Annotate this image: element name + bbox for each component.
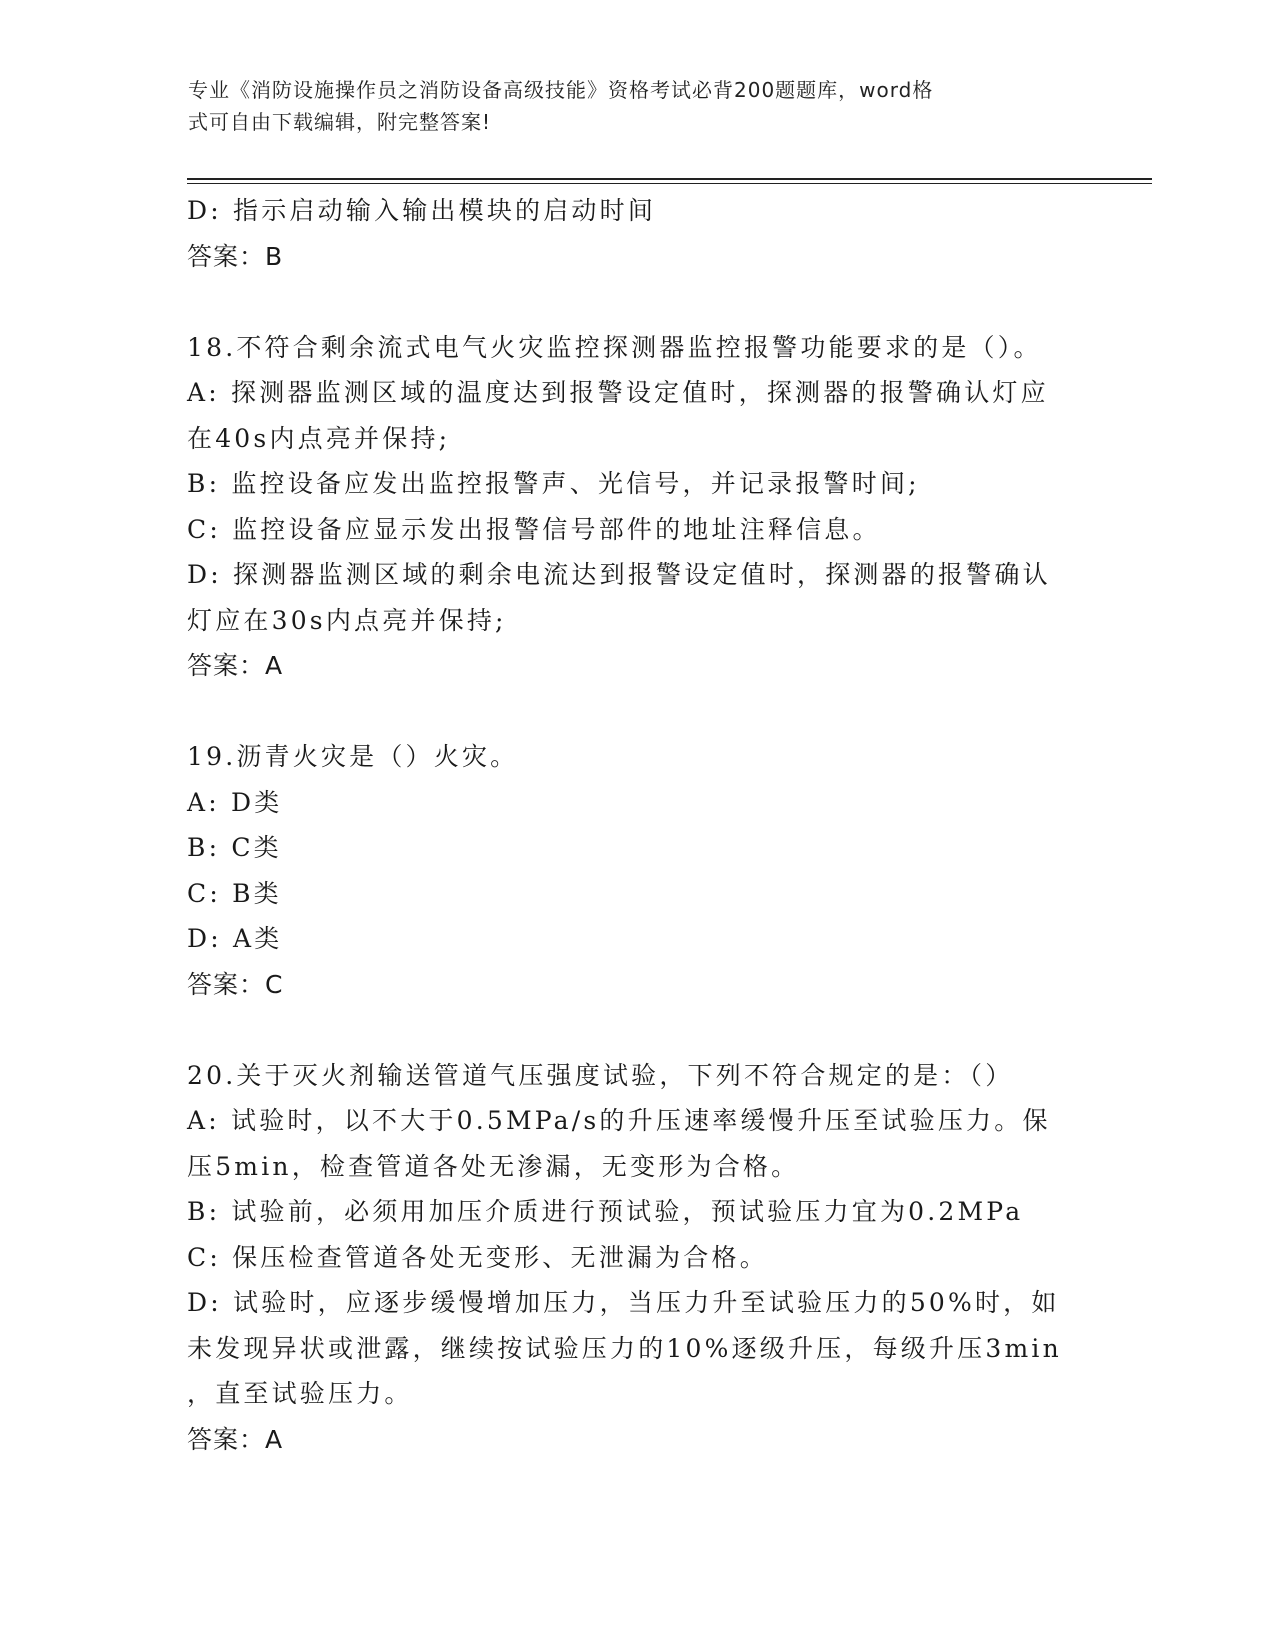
q19-answer: 答案：C bbox=[187, 969, 284, 999]
spacer bbox=[187, 689, 1087, 735]
q18-answer: 答案：A bbox=[187, 651, 284, 680]
q20-option-d-line2: 未发现异状或泄露，继续按试验压力的10%逐级升压，每级升压3min bbox=[187, 1333, 1062, 1363]
q18-option-a-line1: A: 探测器监测区域的温度达到报警设定值时，探测器的报警确认灯应 bbox=[187, 378, 1049, 407]
question-list bbox=[187, 188, 1087, 1462]
q19-option-b: B: C类 bbox=[187, 833, 282, 862]
q20-answer: 答案：A bbox=[187, 1424, 284, 1454]
q20-option-c: C: 保压检查管道各处无变形、无泄漏为合格。 bbox=[187, 1242, 768, 1272]
q18-option-b: B: 监控设备应发出监控报警声、光信号，并记录报警时间; bbox=[187, 469, 920, 498]
header-divider-thin bbox=[187, 183, 1152, 184]
q20-option-d-line3: ，直至试验压力。 bbox=[187, 1379, 413, 1408]
prev-option-d: D: 指示启动输入输出模块的启动时间 bbox=[187, 196, 657, 225]
prev-answer: 答案：B bbox=[187, 241, 284, 271]
header-divider-thick bbox=[187, 178, 1152, 180]
document-header bbox=[188, 74, 1068, 138]
spacer bbox=[187, 1007, 1087, 1053]
q20-option-b: B: 试验前，必须用加压介质进行预试验，预试验压力宜为0.2MPa bbox=[187, 1197, 1024, 1226]
q18-option-d-line2: 灯应在30s内点亮并保持; bbox=[187, 605, 507, 635]
q18-option-a-line2: 在40s内点亮并保持; bbox=[187, 423, 451, 453]
q20-option-a-line2: 压5min，检查管道各处无渗漏，无变形为合格。 bbox=[187, 1151, 800, 1181]
q19-option-c: C: B类 bbox=[187, 878, 282, 908]
header-line-1: 专业《消防设施操作员之消防设备高级技能》资格考试必背200题题库，word格 bbox=[188, 78, 934, 102]
q18-option-c: C: 监控设备应显示发出报警信号部件的地址注释信息。 bbox=[187, 514, 881, 544]
q20-question: 20.关于灭火剂输送管道气压强度试验，下列不符合规定的是：（） bbox=[187, 1060, 1014, 1090]
q19-question: 19.沥青火灾是（）火灾。 bbox=[187, 742, 519, 771]
q19-option-d: D: A类 bbox=[187, 924, 283, 953]
q20-option-d-line1: D: 试验时，应逐步缓慢增加压力，当压力升至试验压力的50%时，如 bbox=[187, 1288, 1060, 1317]
q18-question: 18.不符合剩余流式电气火灾监控探测器监控报警功能要求的是（）。 bbox=[187, 332, 1042, 362]
q18-option-d-line1: D: 探测器监测区域的剩余电流达到报警设定值时，探测器的报警确认 bbox=[187, 560, 1051, 589]
q19-option-a: A: D类 bbox=[187, 787, 283, 817]
spacer bbox=[187, 279, 1087, 325]
header-line-2: 式可自由下载编辑，附完整答案! bbox=[188, 110, 492, 134]
q20-option-a-line1: A: 试验时，以不大于0.5MPa/s的升压速率缓慢升压至试验压力。保 bbox=[187, 1106, 1051, 1135]
